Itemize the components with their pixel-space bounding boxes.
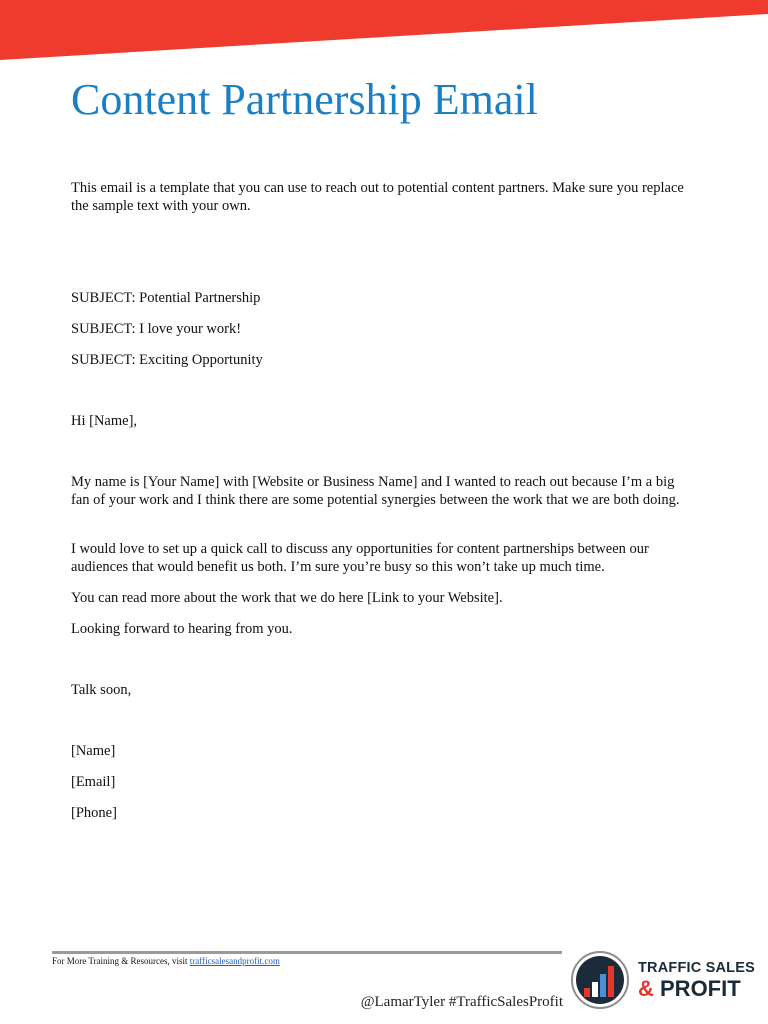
logo-line-1: TRAFFIC SALES — [638, 960, 755, 976]
greeting: Hi [Name], — [71, 413, 138, 429]
footer-website-link[interactable]: trafficsalesandprofit.com — [189, 956, 280, 966]
signature-email: [Email] — [71, 774, 116, 790]
brand-logo — [638, 960, 755, 1001]
body-paragraph-2: I would love to set up a quick call to discuss any opportunities for content partnerships between our audiences that would benefit us both. I’m sure you’re busy so this won’t take up much time. — [71, 541, 649, 575]
bar-chart-logo-icon — [570, 950, 630, 1010]
logo-line-2 — [638, 977, 755, 1001]
footer-note — [52, 956, 280, 967]
body-paragraph-3: You can read more about the work that we do here [Link to your Website]. — [71, 590, 503, 606]
footer-divider — [52, 951, 562, 954]
footer-note-text: For More Training & Resources, visit — [52, 956, 190, 966]
body-paragraph-1: My name is [Your Name] with [Website or Business Name] and I wanted to reach out because I’m a big fan of your work and I think there are some potential synergies between the work that we are both doing. — [71, 474, 680, 508]
logo-profit: PROFIT — [653, 976, 741, 1001]
social-handle: @LamarTyler #TrafficSalesProfit — [360, 994, 563, 1010]
top-red-band — [0, 0, 768, 64]
signature-phone: [Phone] — [71, 805, 117, 821]
signature-name: [Name] — [71, 743, 116, 759]
subject-line-2: SUBJECT: I love your work! — [71, 321, 242, 337]
page-title: Content Partnership Email — [71, 75, 538, 124]
subject-line-3: SUBJECT: Exciting Opportunity — [71, 352, 263, 368]
subject-line-1: SUBJECT: Potential Partnership — [71, 290, 261, 306]
logo-ampersand: & — [638, 976, 654, 1001]
signoff: Talk soon, — [71, 682, 132, 698]
intro-text: This email is a template that you can use to reach out to potential content partners. Make sure you replace the sample text with your own. — [71, 180, 684, 214]
body-paragraph-4: Looking forward to hearing from you. — [71, 621, 293, 637]
